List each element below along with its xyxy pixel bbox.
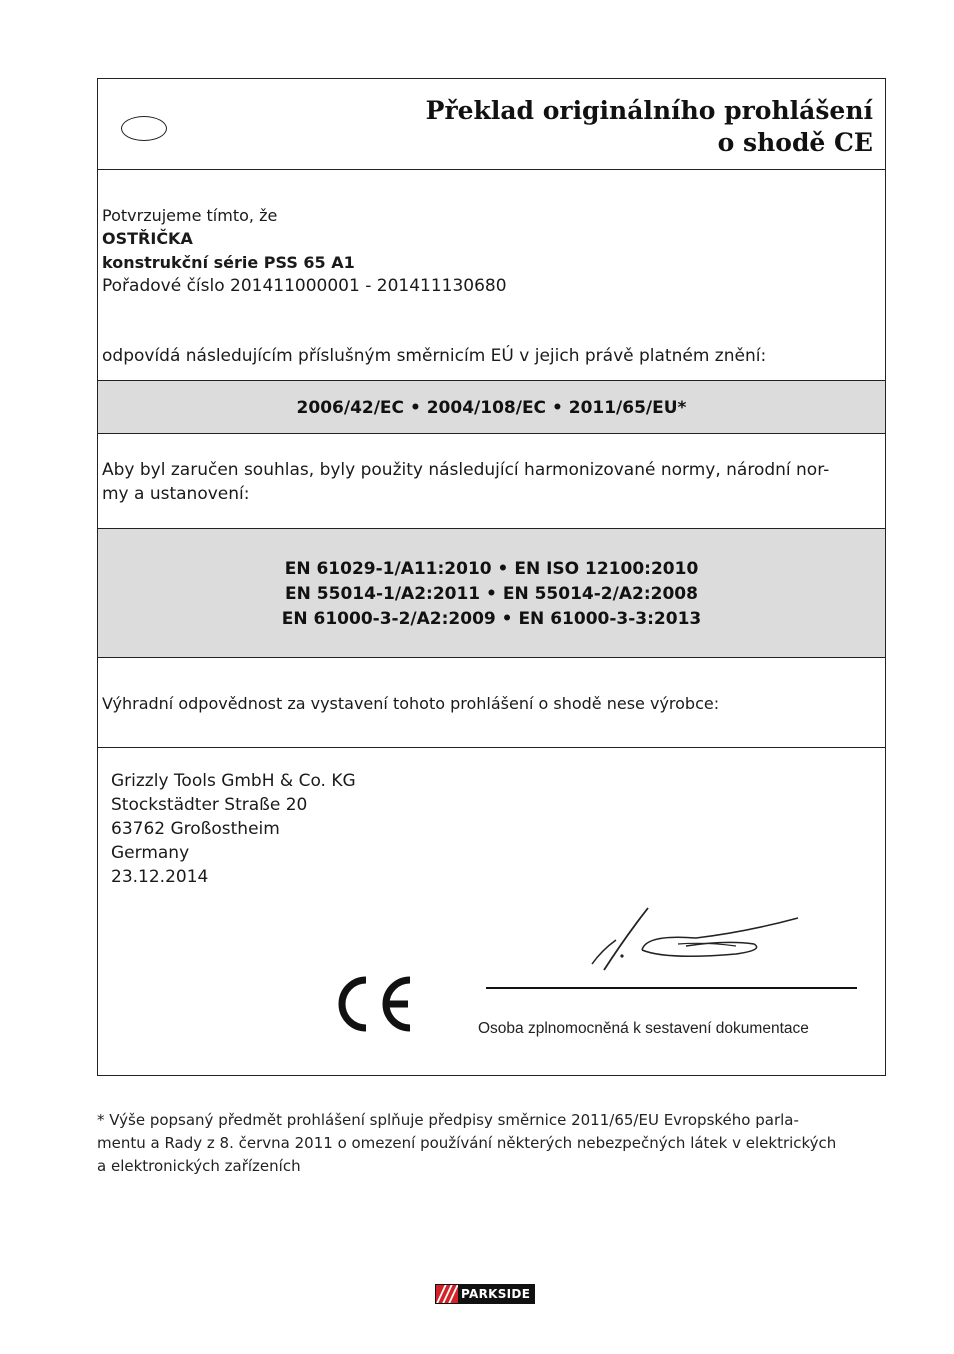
footnote-line-1: * Výše popsaný předmět prohlášení splňuje předpisy směrnice 2011/65/EU Evropského parla-: [97, 1111, 799, 1129]
footnote-line-2: mentu a Rady z 8. června 2011 o omezení používání některých nebezpečných látek v elektrických: [97, 1134, 837, 1152]
footnote: [97, 1109, 887, 1178]
product-name: OSTŘIČKA: [102, 229, 193, 248]
harmonized-line-2: my a ustanovení:: [102, 484, 250, 504]
complies-text: odpovídá následujícím příslušným směrnicím EÚ v jejich právě platném znění:: [102, 346, 767, 366]
parkside-logo: [435, 1284, 535, 1304]
norms-line: EN 61029-1/A11:2010 • EN ISO 12100:2010: [284, 559, 699, 579]
footnote-line-3: a elektronických zařízeních: [97, 1157, 301, 1175]
title-line-2: o shodě CE: [717, 128, 873, 157]
manufacturer-street: Stockstädter Straße 20: [111, 795, 308, 815]
page-title: [426, 95, 873, 159]
declaration-frame: [97, 78, 886, 1076]
manufacturer-city: 63762 Großostheim: [111, 819, 280, 839]
norms-line: EN 61000-3-2/A2:2009 • EN 61000-3-3:2013: [281, 609, 702, 629]
manufacturer-country: Germany: [111, 843, 190, 863]
norms-section: [98, 529, 885, 658]
directives-list: 2006/42/EC • 2004/108/EC • 2011/65/EU*: [296, 398, 687, 418]
ce-mark-icon: [332, 972, 414, 1036]
title-line-1: Překlad originálního prohlášení: [425, 96, 873, 125]
signature-line: [486, 987, 857, 989]
declaration-date: 23.12.2014: [111, 867, 209, 887]
manufacturer-section: [98, 748, 885, 1077]
harmonized-line-1: Aby byl zaručen souhlas, byly použity následující harmonizované normy, národní nor-: [102, 460, 830, 480]
signature-icon: [586, 906, 801, 976]
country-code-oval: [121, 116, 167, 141]
confirm-text: Potvrzujeme tímto, že: [102, 206, 278, 225]
directives-section: [98, 381, 885, 434]
intro-section: [98, 170, 885, 381]
norms-list: [98, 557, 885, 632]
logo-stripes-icon: [436, 1285, 458, 1303]
responsibility-text: Výhradní odpovědnost za vystavení tohoto prohlášení o shodě nese výrobce:: [102, 694, 720, 713]
signature-caption: Osoba zplnomocněná k sestavení dokumentace: [478, 1020, 809, 1037]
manufacturer-name: Grizzly Tools GmbH & Co. KG: [111, 771, 356, 791]
brand-name: PARKSIDE: [458, 1285, 534, 1303]
norms-line: EN 55014-1/A2:2011 • EN 55014-2/A2:2008: [285, 584, 698, 604]
harmonized-section: [98, 434, 885, 529]
manufacturer-address: [111, 769, 356, 889]
responsibility-section: [98, 658, 885, 748]
product-series: konstrukční série PSS 65 A1: [102, 253, 355, 272]
serial-number: Pořadové číslo 201411000001 - 201411130680: [102, 276, 507, 296]
harmonized-text: [102, 458, 871, 506]
header: [98, 79, 885, 170]
